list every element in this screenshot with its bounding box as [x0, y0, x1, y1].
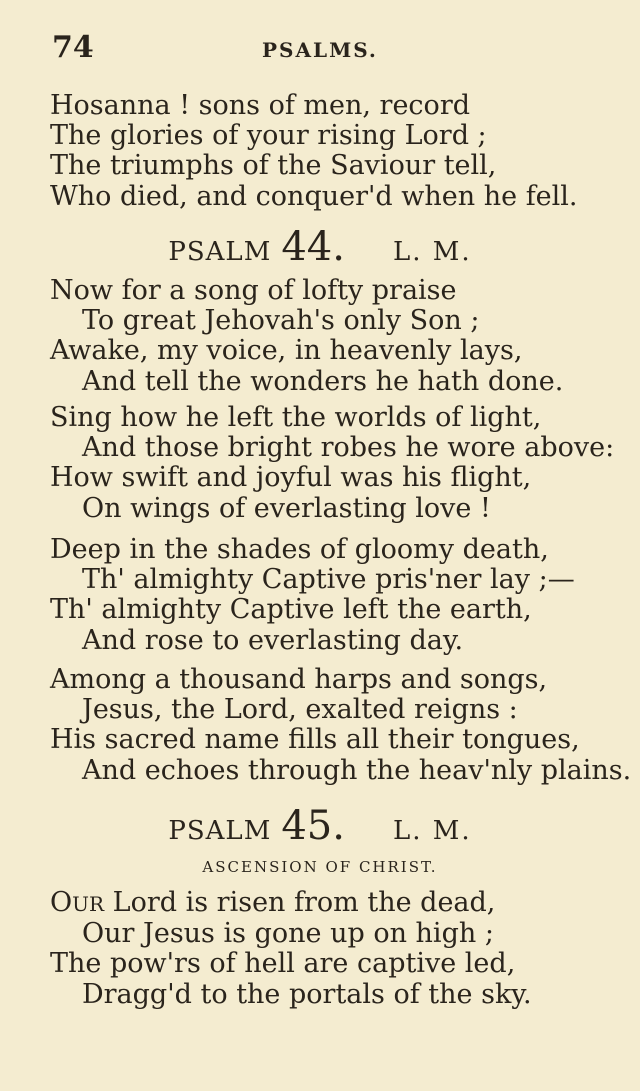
stanza-line: Awake, my voice, in heavenly lays,: [50, 335, 523, 367]
psalm-44-stanza-2: [50, 403, 630, 524]
psalm-number: 44.: [281, 224, 345, 270]
stanza-line: And rose to everlasting day.: [82, 624, 464, 656]
psalm-45-heading: [0, 803, 640, 853]
intro-stanza: [50, 91, 630, 212]
stanza-line: The triumphs of the Saviour tell,: [50, 150, 497, 182]
psalm-45-subtitle: ASCENSION OF CHRIST.: [202, 858, 438, 876]
stanza-line: Our Jesus is gone up on high ;: [82, 918, 494, 950]
stanza-line: Th' almighty Captive pris'ner lay ;—: [82, 564, 575, 596]
stanza-line: Th' almighty Captive left the earth,: [50, 594, 532, 626]
psalm-44-stanza-4: [50, 665, 630, 786]
stanza-line: [50, 888, 630, 919]
psalm-meter: L. M.: [392, 237, 472, 267]
line-remainder: Lord is risen from the dead,: [104, 887, 496, 918]
page-number: 74: [52, 30, 94, 65]
stanza-line: On wings of everlasting love !: [82, 492, 491, 524]
psalm-number: 45.: [281, 803, 345, 849]
stanza-line: The glories of your rising Lord ;: [50, 120, 487, 152]
stanza-line: Now for a song of lofty praise: [50, 275, 457, 306]
stanza-line: And echoes through the heav'nly plains.: [82, 754, 632, 786]
running-title: PSALMS.: [262, 38, 378, 62]
stanza-line: Hosanna ! sons of men, record: [50, 90, 471, 121]
psalm-label: PSALM: [168, 237, 272, 267]
stanza-line: To great Jehovah's only Son ;: [82, 305, 480, 337]
psalm-meter: L. M.: [392, 816, 472, 846]
stanza-line: Deep in the shades of gloomy death,: [50, 534, 549, 565]
stanza-line: Sing how he left the worlds of light,: [50, 402, 542, 433]
psalm-label: PSALM: [168, 816, 272, 846]
psalm-44-heading: [0, 224, 640, 274]
stanza-line: Dragg'd to the portals of the sky.: [82, 978, 532, 1010]
stanza-line: And those bright robes he wore above:: [82, 432, 615, 464]
first-word-rest: UR: [72, 892, 105, 916]
stanza-line: Jesus, the Lord, exalted reigns :: [82, 694, 518, 726]
psalm-44-stanza-1: [50, 276, 630, 397]
drop-initial: O: [50, 887, 73, 918]
running-head: [52, 30, 600, 70]
stanza-line: How swift and joyful was his flight,: [50, 462, 532, 494]
stanza-line: Among a thousand harps and songs,: [50, 664, 548, 695]
stanza-line: The pow'rs of hell are captive led,: [50, 948, 516, 980]
stanza-line: And tell the wonders he hath done.: [82, 365, 564, 397]
stanza-line: His sacred name fills all their tongues,: [50, 724, 580, 756]
psalm-44-stanza-3: [50, 535, 630, 656]
stanza-line: Who died, and conquer'd when he fell.: [50, 180, 578, 212]
psalm-45-stanza-1: [50, 888, 630, 1010]
